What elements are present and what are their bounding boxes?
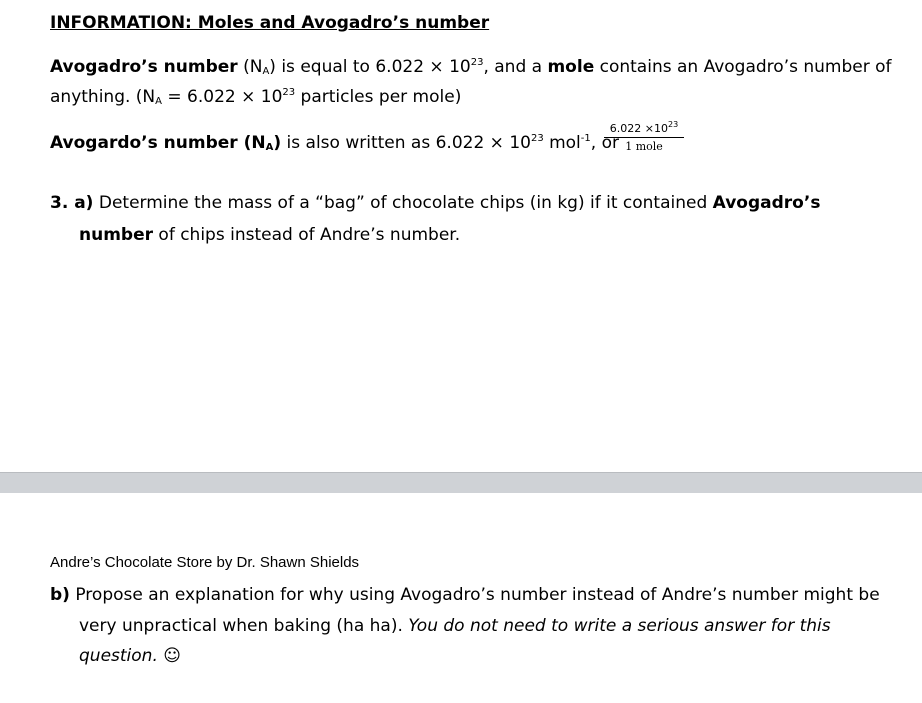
info-heading: INFORMATION: Moles and Avogadro’s number (50, 13, 490, 33)
paragraph-2: Avogardo’s number $(N_A)$ is also written as $6.022 \times 10^{23}$ mol$^{-1}$, or (50, 133, 619, 153)
paragraph-1-line-2: anything. ($N_A = 6.022 \times 10^{23}$ particles per mole) (50, 87, 462, 107)
fraction-avogadro-per-mole (604, 118, 684, 154)
credit-line: Andre’s Chocolate Store by Dr. Shawn Shields (50, 554, 360, 571)
paragraph-1-line-1: Avogadro’s number $(N_A)$ is equal to $6.022 \times 10^{23}$, and a mole contains an Avogadro’s number of (50, 57, 892, 77)
question-3b-label: b) (50, 585, 70, 605)
question-3b-line-2: very unpractical when baking (ha ha). You do not need to write a serious answer for this (79, 616, 831, 636)
question-3a-line-2: number of chips instead of Andre’s number. (79, 225, 461, 245)
term-avogadro: Avogadro’s number (50, 57, 238, 77)
question-3a-line-1: 3. a) Determine the mass of a “bag” of chocolate chips (in kg) if it contained Avogadro’s (50, 193, 821, 213)
question-3b-line-3: question. ☺ (79, 646, 181, 666)
fraction-denominator: 1 mole (625, 140, 663, 153)
question-3a-label: 3. a) (50, 193, 94, 213)
fraction-numerator: $6.022 \times 10^{23}$ (609, 120, 679, 135)
fraction-bar (604, 137, 684, 138)
term-mole: mole (547, 57, 595, 77)
page-separator (0, 472, 922, 494)
question-3b-line-1: b) Propose an explanation for why using Avogadro’s number instead of Andre’s number might be (50, 585, 880, 605)
